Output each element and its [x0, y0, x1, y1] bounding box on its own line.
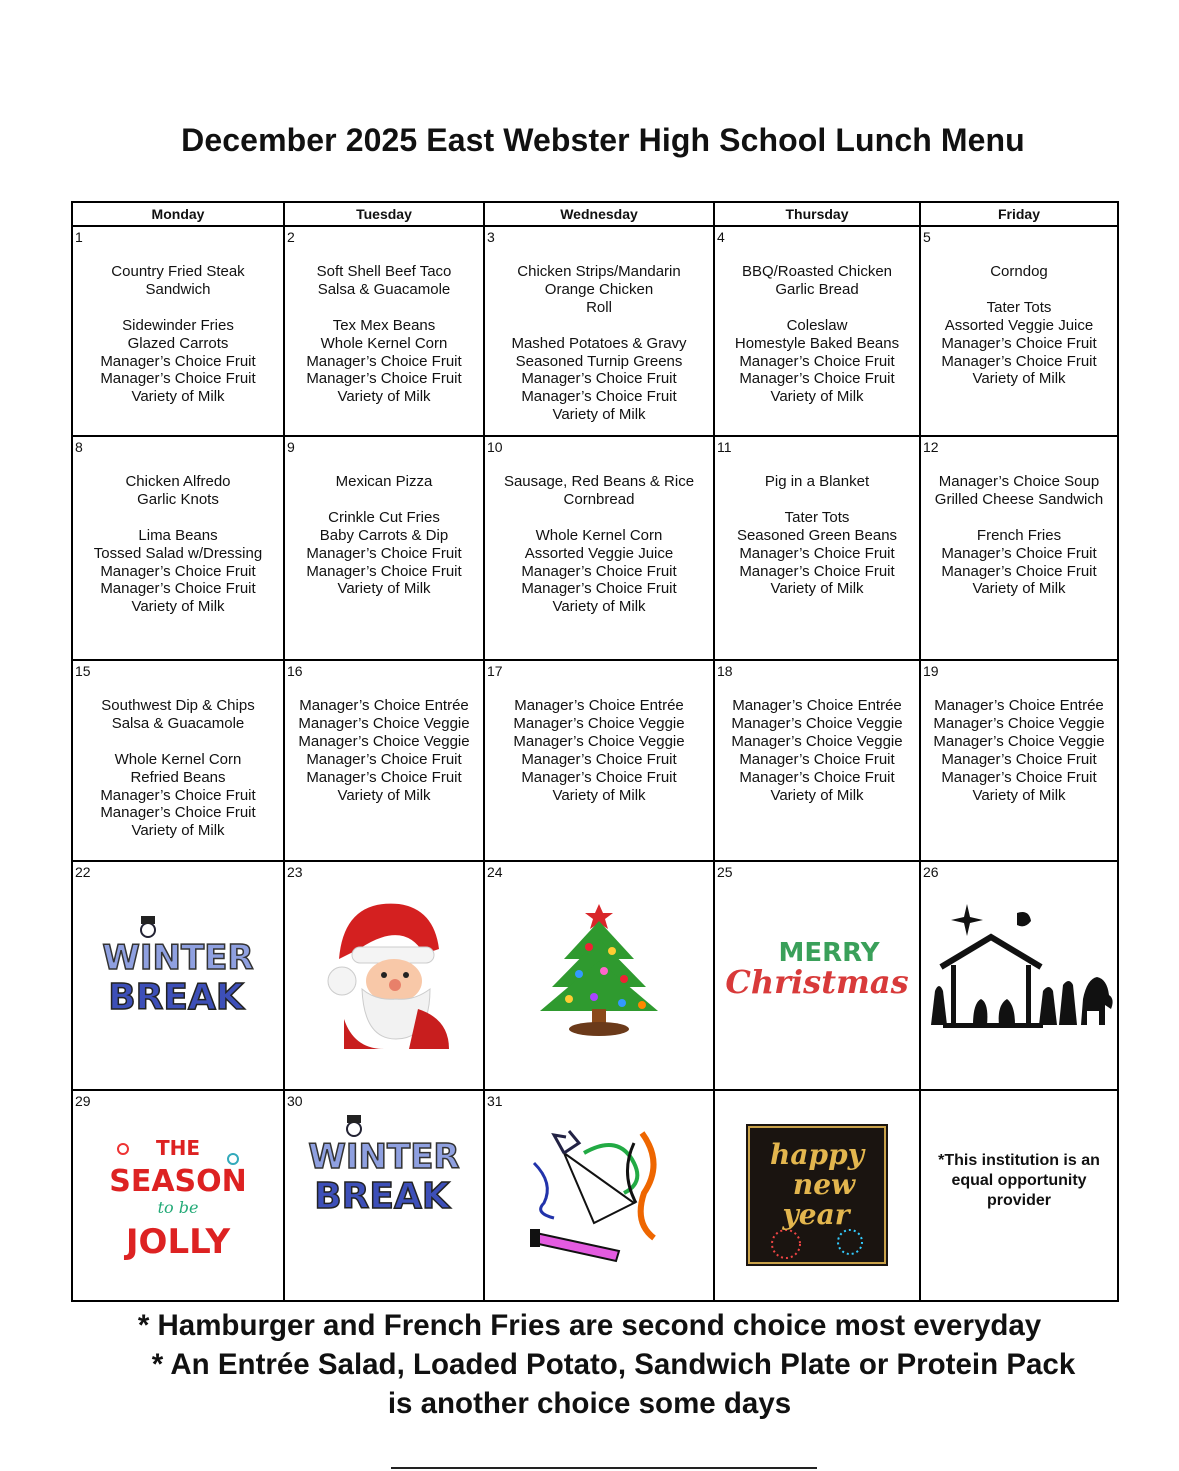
day-cell	[714, 1090, 920, 1301]
winter-break-image	[285, 1108, 483, 1228]
day-menu: Mexican Pizza Crinkle Cut Fries Baby Carrots & Dip Manager’s Choice Fruit Manager’s Choice Fruit Variety of Milk	[306, 473, 462, 598]
day-cell	[72, 1090, 284, 1301]
break-word: BREAK	[314, 1176, 450, 1217]
the-word: THE	[155, 1136, 201, 1160]
day-number: 15	[75, 663, 91, 679]
menu-calendar	[71, 201, 1119, 1302]
season-to-be-jolly-image	[73, 1108, 283, 1280]
day-cell	[284, 861, 484, 1090]
day-menu: Southwest Dip & Chips Salsa & Guacamole Whole Kernel Corn Refried Beans Manager’s Choice Fruit Manager’s Choice Fruit Variety of Milk	[100, 697, 256, 840]
day-menu: Manager’s Choice Entrée Manager’s Choice Veggie Manager’s Choice Veggie Manager’s Choice Fruit Manager’s Choice Fruit Variety of Milk	[298, 697, 470, 804]
year-word: year	[782, 1197, 850, 1231]
day-cell	[284, 1090, 484, 1301]
weekday-header-row	[72, 202, 1118, 226]
day-cell	[484, 660, 714, 861]
winter-word: WINTER	[102, 938, 254, 978]
day-number: 26	[923, 864, 939, 880]
day-cell	[484, 1090, 714, 1301]
week-row	[72, 861, 1118, 1090]
day-menu: Soft Shell Beef Taco Salsa & Guacamole Tex Mex Beans Whole Kernel Corn Manager’s Choice Fruit Manager’s Choice Fruit Variety of Milk	[306, 263, 462, 406]
footer-note: is another choice some days	[387, 1387, 792, 1420]
bottom-divider	[391, 1467, 817, 1469]
day-menu: Manager’s Choice Soup Grilled Cheese Sandwich French Fries Manager’s Choice Fruit Manager’s Choice Fruit Variety of Milk	[934, 473, 1104, 598]
footer-notes	[0, 1306, 1179, 1423]
break-word: BREAK	[108, 977, 244, 1018]
day-number: 16	[287, 663, 303, 679]
footer-note: * Hamburger and French Fries are second choice most everyday	[137, 1309, 1042, 1342]
day-menu: Manager’s Choice Entrée Manager’s Choice Veggie Manager’s Choice Veggie Manager’s Choice Fruit Manager’s Choice Fruit Variety of Milk	[513, 697, 685, 804]
day-number: 10	[487, 439, 503, 455]
day-cell	[920, 861, 1118, 1090]
day-cell	[72, 436, 284, 660]
day-menu: Manager’s Choice Entrée Manager’s Choice Veggie Manager’s Choice Veggie Manager’s Choice Fruit Manager’s Choice Fruit Variety of Milk	[731, 697, 903, 804]
day-cell	[284, 436, 484, 660]
santa-image	[285, 879, 483, 1059]
jolly-word: JOLLY	[125, 1222, 231, 1262]
day-menu: Country Fried Steak Sandwich Sidewinder Fries Glazed Carrots Manager’s Choice Fruit Manager’s Choice Fruit Variety of Milk	[100, 263, 256, 406]
day-number: 18	[717, 663, 733, 679]
winter-break-image	[73, 879, 283, 1059]
day-number: 3	[487, 229, 495, 245]
day-menu: Pig in a Blanket Tater Tots Seasoned Green Beans Manager’s Choice Fruit Manager’s Choice Fruit Variety of Milk	[736, 473, 898, 598]
week-row	[72, 226, 1118, 436]
day-cell	[484, 436, 714, 660]
day-menu: Sausage, Red Beans & Rice Cornbread Whole Kernel Corn Assorted Veggie Juice Manager’s Choice Fruit Manager’s Choice Fruit Variety of Milk	[503, 473, 695, 616]
day-menu: BBQ/Roasted Chicken Garlic Bread Coleslaw Homestyle Baked Beans Manager’s Choice Fruit Manager’s Choice Fruit Variety of Milk	[734, 263, 900, 406]
christmas-tree-image	[485, 879, 713, 1059]
day-cell	[284, 226, 484, 436]
weekday-header: Thursday	[714, 202, 920, 226]
day-number: 22	[75, 864, 91, 880]
day-menu: Chicken Strips/Mandarin Orange Chicken Roll Mashed Potatoes & Gravy Seasoned Turnip Greens Manager’s Choice Fruit Manager’s Choice Fruit Variety of Milk	[511, 263, 687, 424]
day-number: 19	[923, 663, 939, 679]
new-word: new	[792, 1167, 856, 1201]
footer-note: * An Entrée Salad, Loaded Potato, Sandwich Plate or Protein Pack	[151, 1348, 1076, 1381]
weekday-header: Friday	[920, 202, 1118, 226]
to-be-words: to be	[157, 1198, 199, 1217]
weekday-header: Wednesday	[484, 202, 714, 226]
day-cell	[714, 660, 920, 861]
merry-christmas-image	[715, 879, 919, 1059]
day-menu: Chicken Alfredo Garlic Knots Lima Beans Tossed Salad w/Dressing Manager’s Choice Fruit Manager’s Choice Fruit Variety of Milk	[93, 473, 263, 616]
equal-opportunity-notice: *This institution is an equal opportunity provider	[938, 1152, 1100, 1209]
page-title: December 2025 East Webster High School Lunch Menu	[181, 122, 1025, 158]
happy-new-year-image	[715, 1091, 919, 1298]
day-cell	[714, 861, 920, 1090]
day-number: 23	[287, 864, 303, 880]
day-number: 29	[75, 1093, 91, 1109]
day-cell	[920, 1090, 1118, 1301]
day-number: 25	[717, 864, 733, 880]
day-number: 31	[487, 1093, 503, 1109]
weekday-header: Tuesday	[284, 202, 484, 226]
day-cell	[920, 226, 1118, 436]
day-number: 17	[487, 663, 503, 679]
season-word: SEASON	[109, 1164, 247, 1199]
nativity-image	[921, 879, 1117, 1059]
day-number: 2	[287, 229, 295, 245]
christmas-word: Christmas	[725, 963, 909, 1001]
happy-word: happy	[770, 1137, 864, 1171]
weekday-header: Monday	[72, 202, 284, 226]
day-cell	[714, 226, 920, 436]
day-cell	[72, 660, 284, 861]
merry-word: MERRY	[778, 938, 880, 968]
day-number: 8	[75, 439, 83, 455]
day-menu: Manager’s Choice Entrée Manager’s Choice Veggie Manager’s Choice Veggie Manager’s Choice Fruit Manager’s Choice Fruit Variety of Milk	[933, 697, 1105, 804]
day-number: 4	[717, 229, 725, 245]
winter-word: WINTER	[308, 1137, 460, 1177]
week-row	[72, 436, 1118, 660]
day-number: 5	[923, 229, 931, 245]
day-cell	[72, 226, 284, 436]
party-hat-image	[485, 1108, 713, 1278]
day-cell	[72, 861, 284, 1090]
day-menu: Corndog Tater Tots Assorted Veggie Juice Manager’s Choice Fruit Manager’s Choice Fruit Variety of Milk	[941, 263, 1097, 388]
day-number: 11	[717, 439, 732, 455]
day-number: 9	[287, 439, 295, 455]
day-cell	[484, 861, 714, 1090]
day-cell	[920, 436, 1118, 660]
day-number: 30	[287, 1093, 303, 1109]
day-cell	[920, 660, 1118, 861]
week-row	[72, 1090, 1118, 1301]
day-cell	[284, 660, 484, 861]
day-number: 24	[487, 864, 503, 880]
day-number: 1	[75, 229, 83, 245]
week-row	[72, 660, 1118, 861]
day-cell	[714, 436, 920, 660]
day-number: 12	[923, 439, 939, 455]
day-cell	[484, 226, 714, 436]
